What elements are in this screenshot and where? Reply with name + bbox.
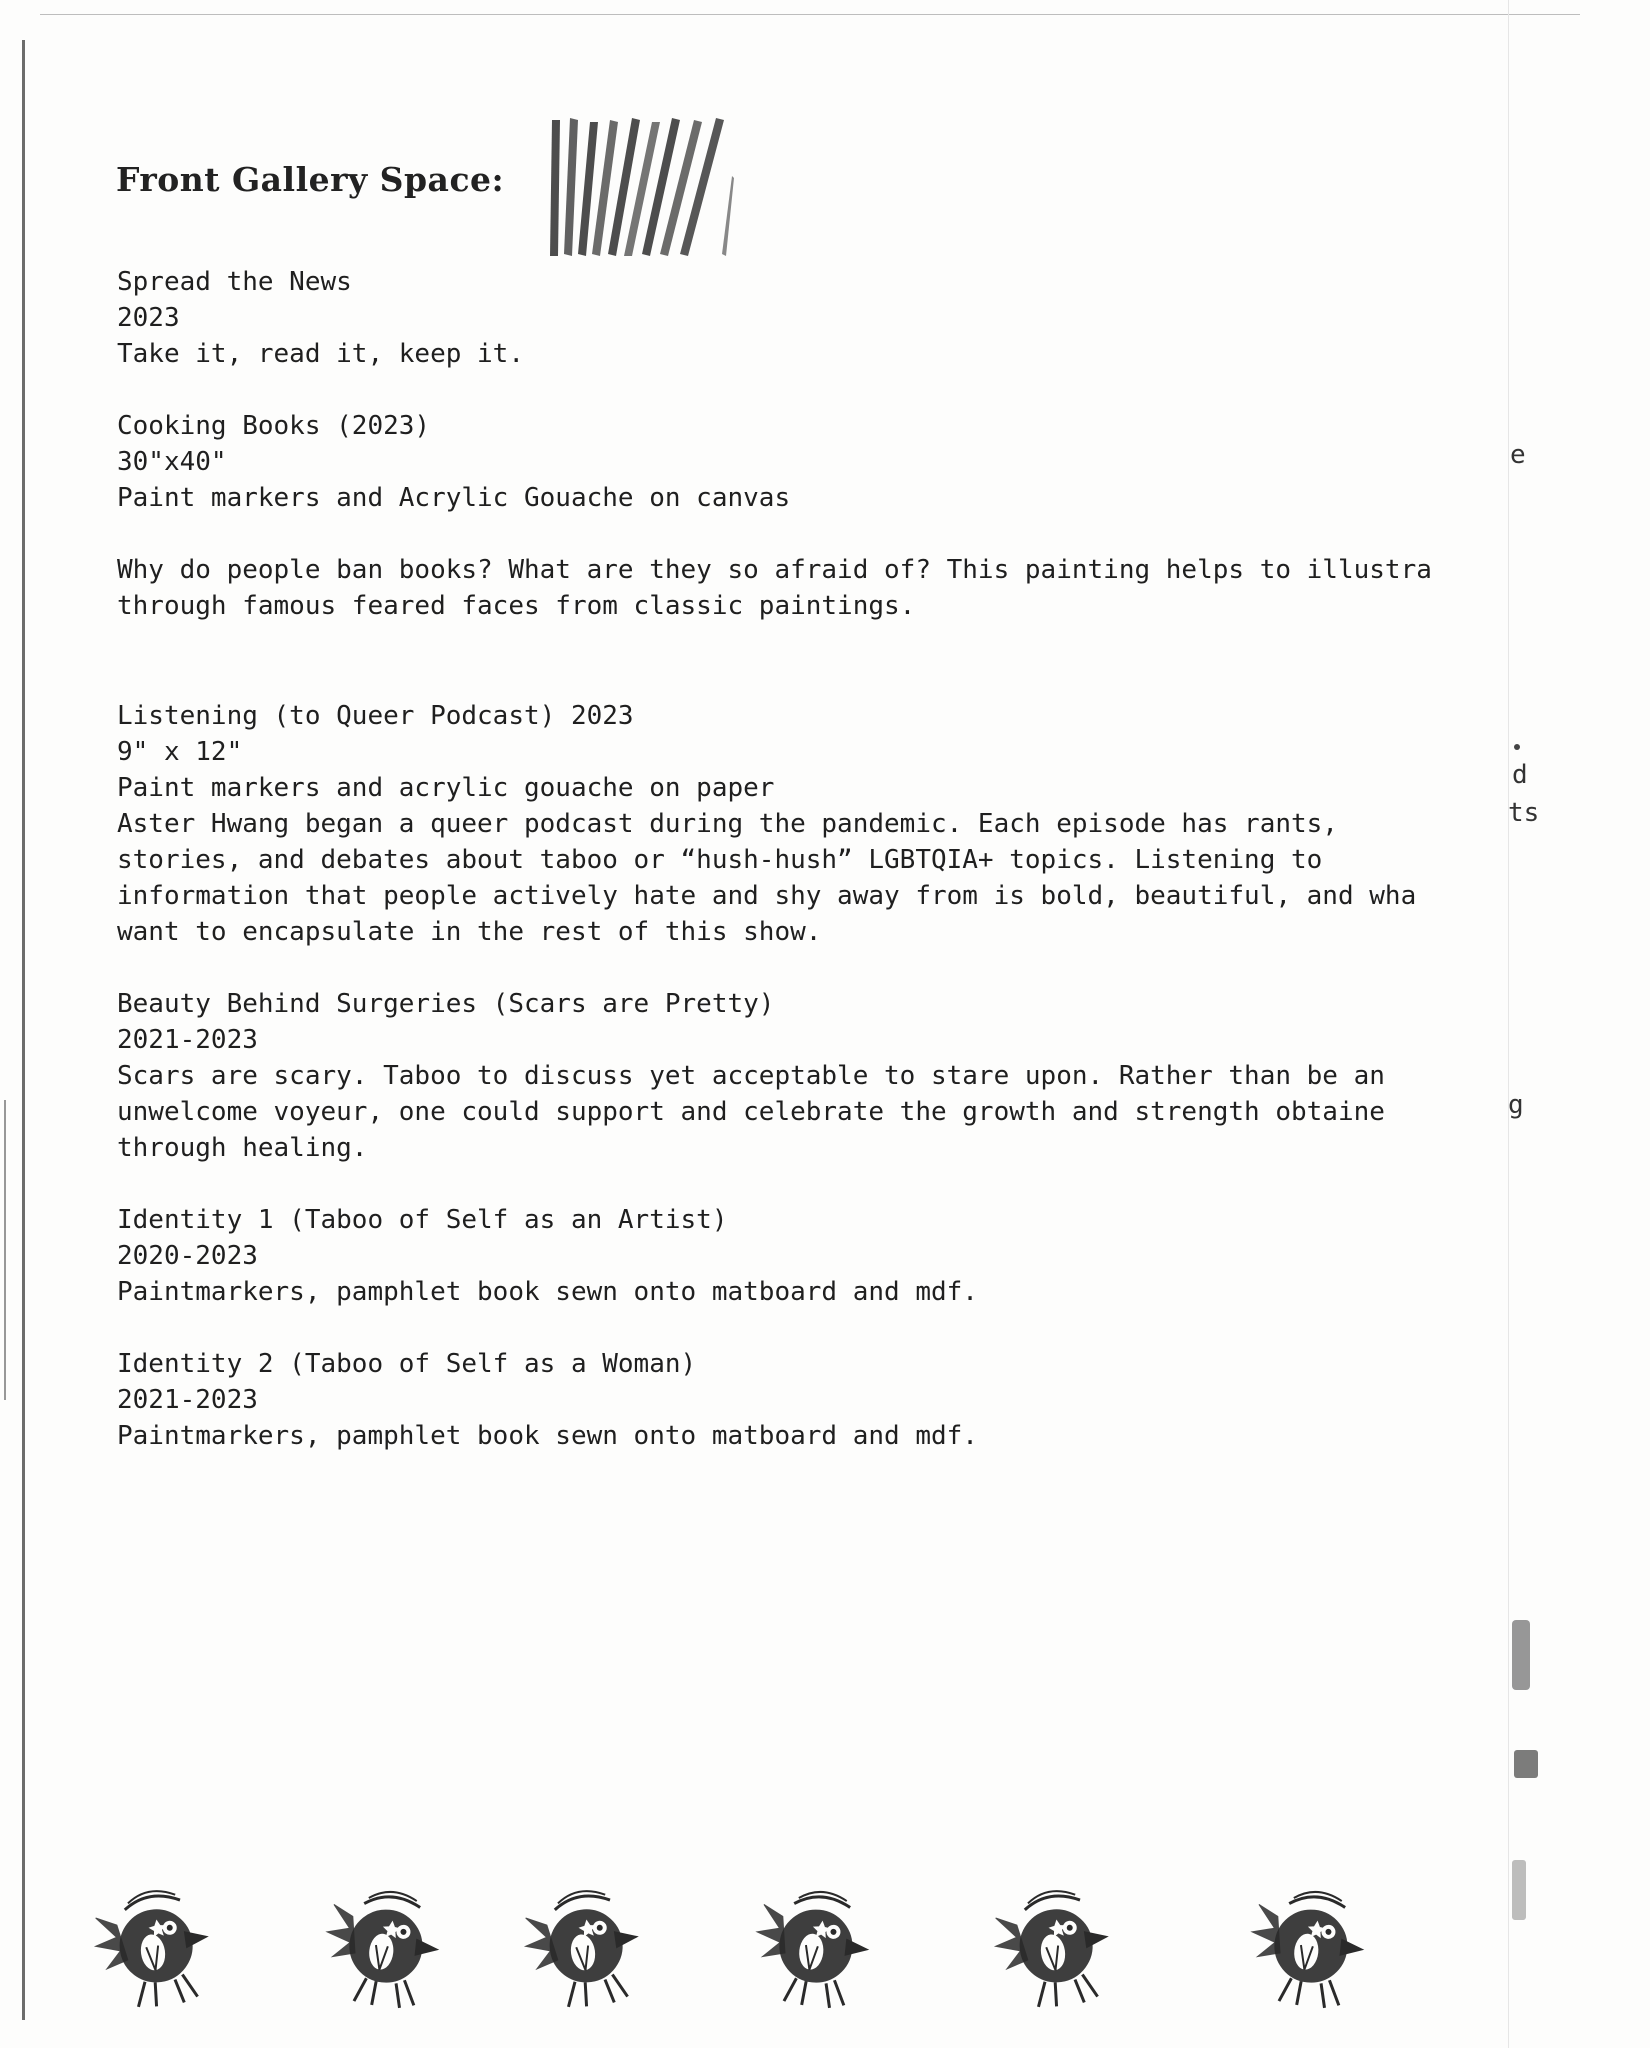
ink-speck [1514, 744, 1520, 750]
entry-line: Identity 1 (Taboo of Self as an Artist) [117, 1205, 728, 1235]
entry-line: want to encapsulate in the rest of this show. [117, 917, 822, 947]
entry-line: Beauty Behind Surgeries (Scars are Pretty) [117, 989, 775, 1019]
left-edge-shadow [4, 1100, 6, 1400]
stamp-row [90, 1880, 1490, 2030]
entry-line: Aster Hwang began a queer podcast during the pandemic. Each episode has rants, [117, 809, 1338, 839]
entry-line: Scars are scary. Taboo to discuss yet acceptable to stare upon. Rather than be an [117, 1061, 1385, 1091]
catalog-text [117, 264, 1477, 1490]
ink-smudge [1514, 1750, 1538, 1778]
entry-line: Why do people ban books? What are they so afraid of? This painting helps to illustra [117, 555, 1432, 585]
entry-line: Take it, read it, keep it. [117, 339, 524, 369]
ink-stripes-decoration [548, 116, 734, 260]
entry-line: through famous feared faces from classic paintings. [117, 591, 916, 621]
entry-line: Listening (to Queer Podcast) 2023 [117, 701, 634, 731]
entry-beauty-behind-surgeries [117, 986, 1477, 1166]
entry-line: 2020-2023 [117, 1241, 258, 1271]
entry-cooking-books [117, 408, 1477, 516]
entry-line: Paint markers and Acrylic Gouache on canvas [117, 483, 791, 513]
entry-listening [117, 698, 1477, 950]
bird-face-stamp-icon [1239, 1874, 1382, 2017]
bird-face-stamp-icon [982, 1872, 1129, 2019]
entry-identity-1 [117, 1202, 1477, 1310]
ink-smudge [1512, 1860, 1526, 1920]
left-margin-line [22, 40, 25, 2020]
entry-line: Paint markers and acrylic gouache on paper [117, 773, 775, 803]
bird-face-stamp-icon [512, 1872, 659, 2019]
entry-line: 30"x40" [117, 447, 227, 477]
entry-line: through healing. [117, 1133, 368, 1163]
edge-fragment: e [1510, 440, 1526, 470]
bird-face-stamp-icon [744, 1874, 887, 2017]
entry-line: 2023 [117, 303, 180, 333]
entry-line: 2021-2023 [117, 1025, 258, 1055]
bird-face-stamp-icon [82, 1872, 229, 2019]
entry-line: Cooking Books (2023) [117, 411, 431, 441]
right-page-edge [1508, 0, 1509, 2048]
entry-cooking-books-description [117, 552, 1477, 624]
entry-line: unwelcome voyeur, one could support and celebrate the growth and strength obtaine [117, 1097, 1385, 1127]
edge-fragment: ts [1508, 798, 1540, 828]
entry-line: information that people actively hate and shy away from is bold, beautiful, and wha [117, 881, 1417, 911]
entry-line: Paintmarkers, pamphlet book sewn onto matboard and mdf. [117, 1421, 978, 1451]
entry-line: Spread the News [117, 267, 352, 297]
entry-line: Paintmarkers, pamphlet book sewn onto matboard and mdf. [117, 1277, 978, 1307]
bird-face-stamp-icon [314, 1874, 457, 2017]
entry-identity-2 [117, 1346, 1477, 1454]
edge-fragment: d [1512, 760, 1528, 790]
ink-smudge [1512, 1620, 1530, 1690]
entry-line: 2021-2023 [117, 1385, 258, 1415]
page-heading: Front Gallery Space: [116, 160, 505, 199]
top-edge-line [40, 14, 1580, 15]
edge-fragment: g [1508, 1090, 1524, 1120]
entry-line: Identity 2 (Taboo of Self as a Woman) [117, 1349, 697, 1379]
entry-line: 9" x 12" [117, 737, 243, 767]
entry-spread-the-news [117, 264, 1477, 372]
entry-line: stories, and debates about taboo or “hush-hush” LGBTQIA+ topics. Listening to [117, 845, 1323, 875]
